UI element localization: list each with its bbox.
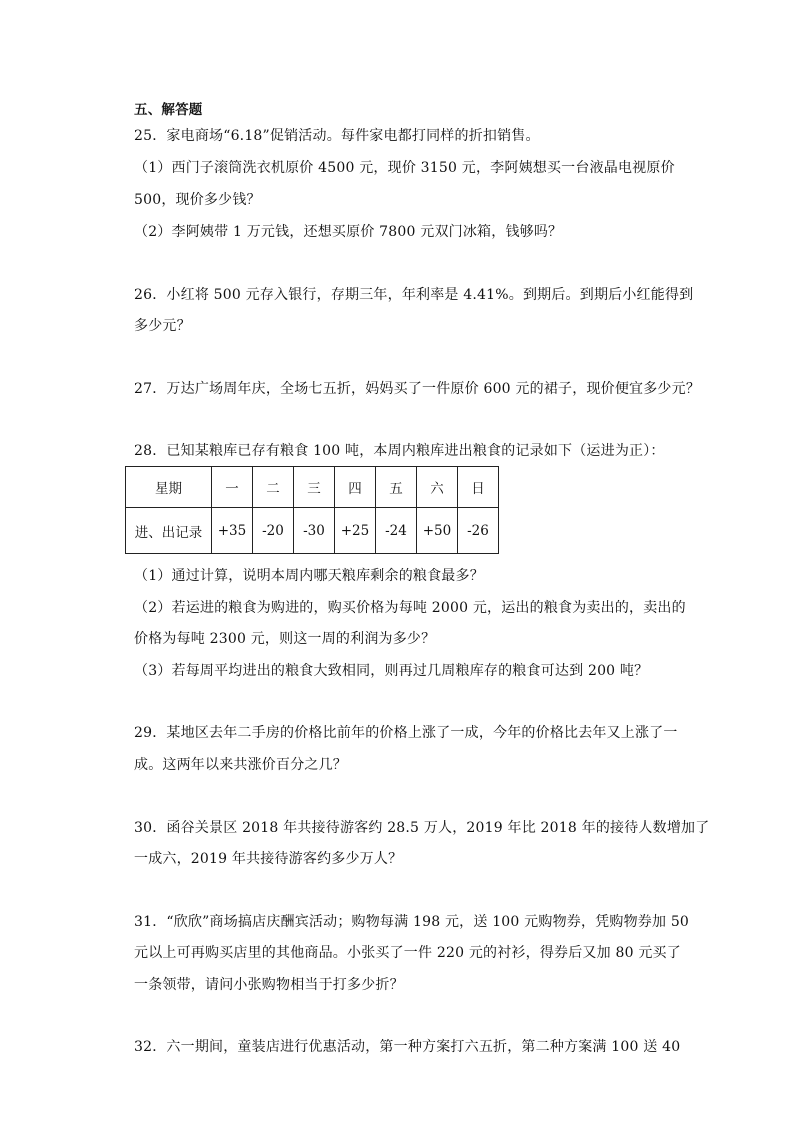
day-cell: 二 (253, 467, 294, 508)
record-cell: -26 (458, 508, 499, 554)
table-record-row (126, 508, 499, 554)
q26-line2: 多少元？ (134, 318, 191, 334)
q27-line1: 27．万达广场周年庆，全场七五折，妈妈买了一件原价 600 元的裙子，现价便宜多少元？ (134, 381, 701, 397)
q30-line1: 30．函谷关景区 2018 年共接待游客约 28.5 万人，2019 年比 2018 年的接待人数增加了 (134, 820, 710, 836)
q26-line1: 26．小红将 500 元存入银行，存期三年，年利率是 4.41%。到期后。到期后小红能得到 (134, 287, 694, 303)
q25-part1-line2: 500，现价多少钱？ (134, 192, 261, 208)
grain-record-table (125, 466, 499, 554)
day-cell: 一 (212, 467, 253, 508)
day-cell: 五 (376, 467, 417, 508)
q28-part2-line2: 价格为每吨 2300 元，则这一周的利润为多少？ (134, 631, 436, 647)
record-cell: +35 (212, 508, 253, 554)
record-cell: -30 (294, 508, 335, 554)
section-title: 五、解答题 (134, 102, 203, 118)
record-cell: +50 (417, 508, 458, 554)
q28-part1: （1）通过计算，说明本周内哪天粮库剩余的粮食最多？ (134, 568, 484, 584)
day-cell: 四 (335, 467, 376, 508)
record-cell: +25 (335, 508, 376, 554)
day-cell: 六 (417, 467, 458, 508)
q25-part1-line1: （1）西门子滚筒洗衣机原价 4500 元，现价 3150 元，李阿姨想买一台液晶电视原价 (134, 160, 675, 176)
q29-line1: 29．某地区去年二手房的价格比前年的价格上涨了一成，今年的价格比去年又上涨了一 (134, 725, 678, 741)
q30-line2: 一成六，2019 年共接待游客约多少万人？ (134, 851, 403, 867)
q31-line3: 一条领带，请问小张购物相当于打多少折？ (134, 977, 404, 993)
q32-line1: 32．六一期间，童装店进行优惠活动，第一种方案打六五折，第二种方案满 100 送 40 (134, 1039, 681, 1055)
q31-line1: 31．“欣欣”商场搞店庆酬宾活动；购物每满 198 元，送 100 元购物券，凭购物券加 50 (134, 914, 690, 930)
record-cell: -20 (253, 508, 294, 554)
day-cell: 三 (294, 467, 335, 508)
q28-stem: 28．已知某粮库已存有粮食 100 吨，本周内粮库进出粮食的记录如下（运进为正）： (134, 443, 665, 459)
day-cell: 日 (458, 467, 499, 508)
q25-stem: 25．家电商场“6.18”促销活动。每件家电都打同样的折扣销售。 (134, 128, 540, 144)
q28-part3: （3）若每周平均进出的粮食大致相同，则再过几周粮库存的粮食可达到 200 吨？ (134, 663, 649, 679)
q28-part2-line1: （2）若运进的粮食为购进的，购买价格为每吨 2000 元，运出的粮食为卖出的，卖出的 (134, 600, 686, 616)
q29-line2: 成。这两年以来共涨价百分之几？ (134, 757, 347, 773)
record-cell: -24 (376, 508, 417, 554)
header-label-cell: 星期 (126, 467, 212, 508)
table-header-row (126, 467, 499, 508)
q31-line2: 元以上可再购买店里的其他商品。小张买了一件 220 元的衬衫，得券后又加 80 元买了 (134, 945, 681, 961)
q25-part2: （2）李阿姨带 1 万元钱，还想买原价 7800 元双门冰箱，钱够吗？ (134, 224, 563, 240)
row-label-cell: 进、出记录 (126, 508, 212, 554)
